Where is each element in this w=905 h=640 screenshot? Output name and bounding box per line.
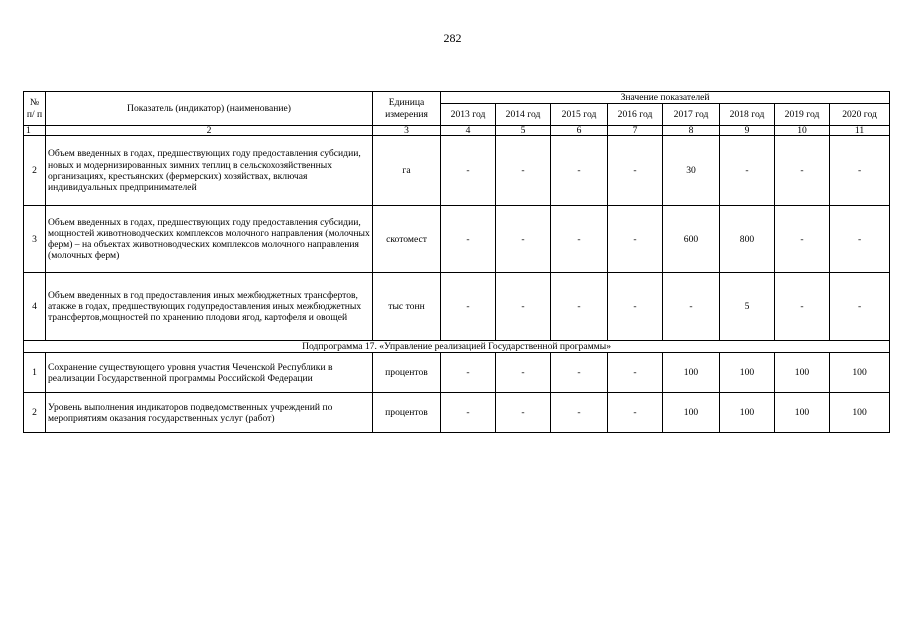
row-value: -: [775, 273, 830, 341]
row-num: 4: [24, 273, 46, 341]
column-number: 5: [496, 126, 551, 136]
row-num: 1: [24, 353, 46, 393]
row-name: Сохранение существующего уровня участия Чеченской Республики в реализации Государственной программы Российской Федерации: [46, 353, 373, 393]
row-value: 100: [663, 353, 720, 393]
row-unit: га: [373, 136, 441, 206]
header-values: Значение показателей: [441, 92, 890, 104]
column-number: 8: [663, 126, 720, 136]
header-num: № п/ п: [24, 92, 46, 126]
table-row: [24, 206, 890, 273]
column-numbers-row: [24, 126, 890, 136]
row-num: 3: [24, 206, 46, 273]
column-number: 4: [441, 126, 496, 136]
table-row: [24, 273, 890, 341]
row-name: Объем введенных в годах, предшествующих году предоставления субсидии, новых и модернизированных зимних теплиц в сельскохозяйственных организациях, крестьянских (фермерских) хозяйствах, включая индивидуальных предпринимателей: [46, 136, 373, 206]
row-value: -: [496, 136, 551, 206]
header-year: 2015 год: [551, 104, 608, 126]
row-value: -: [496, 393, 551, 433]
column-number: 1: [24, 126, 46, 136]
column-number: 2: [46, 126, 373, 136]
header-year: 2016 год: [608, 104, 663, 126]
row-unit: процентов: [373, 393, 441, 433]
row-value: -: [775, 136, 830, 206]
table-row: [24, 353, 890, 393]
column-number: 10: [775, 126, 830, 136]
header-year: 2018 год: [720, 104, 775, 126]
row-value: -: [496, 353, 551, 393]
table-row: [24, 136, 890, 206]
row-value: -: [608, 353, 663, 393]
page-number: 282: [443, 31, 462, 45]
row-value: 30: [663, 136, 720, 206]
row-value: -: [551, 273, 608, 341]
row-value: -: [441, 136, 496, 206]
row-value: -: [551, 206, 608, 273]
row-value: -: [441, 353, 496, 393]
row-value: -: [608, 393, 663, 433]
row-value: 100: [830, 353, 890, 393]
row-value: -: [608, 206, 663, 273]
row-value: -: [551, 353, 608, 393]
row-value: 600: [663, 206, 720, 273]
row-unit: тыс тонн: [373, 273, 441, 341]
table-row: [24, 393, 890, 433]
header-indicator: Показатель (индикатор) (наименование): [46, 92, 373, 126]
header-year: 2013 год: [441, 104, 496, 126]
header-unit: Единица измерения: [373, 92, 441, 126]
row-value: 100: [663, 393, 720, 433]
row-value: 5: [720, 273, 775, 341]
row-num: 2: [24, 393, 46, 433]
column-number: 3: [373, 126, 441, 136]
row-value: -: [441, 273, 496, 341]
row-unit: процентов: [373, 353, 441, 393]
row-value: 100: [775, 393, 830, 433]
section-row: [24, 341, 890, 353]
row-num: 2: [24, 136, 46, 206]
row-value: -: [608, 273, 663, 341]
row-value: 100: [830, 393, 890, 433]
column-number: 9: [720, 126, 775, 136]
row-value: 100: [775, 353, 830, 393]
header-year: 2019 год: [775, 104, 830, 126]
row-value: -: [441, 206, 496, 273]
row-value: -: [830, 273, 890, 341]
row-unit: скотомест: [373, 206, 441, 273]
row-value: 100: [720, 393, 775, 433]
row-value: -: [608, 136, 663, 206]
row-value: -: [496, 273, 551, 341]
row-value: -: [551, 136, 608, 206]
row-value: -: [830, 136, 890, 206]
header-year: 2020 год: [830, 104, 890, 126]
row-value: -: [441, 393, 496, 433]
row-value: -: [830, 206, 890, 273]
column-number: 7: [608, 126, 663, 136]
row-name: Уровень выполнения индикаторов подведомственных учреждений по мероприятиям оказания государственных услуг (работ): [46, 393, 373, 433]
row-value: -: [496, 206, 551, 273]
row-name: Объем введенных в годах, предшествующих году предоставления субсидии, мощностей животноводческих комплексов молочного направления (молочных ферм) – на объектах животноводческих комплексов молочного направления (молочных ферм): [46, 206, 373, 273]
column-number: 11: [830, 126, 890, 136]
indicators-table: [23, 91, 890, 433]
section-title: Подпрограмма 17. «Управление реализацией Государственной программы»: [24, 341, 890, 353]
row-value: -: [775, 206, 830, 273]
row-value: -: [720, 136, 775, 206]
row-name: Объем введенных в год предоставления иных межбюджетных трансфертов, атакже в годах, предшествующих годупредоставления иных межбюджетных трансфертов,мощностей по хранению плодови ягод, картофеля и овощей: [46, 273, 373, 341]
row-value: 800: [720, 206, 775, 273]
row-value: -: [663, 273, 720, 341]
column-number: 6: [551, 126, 608, 136]
header-year: 2017 год: [663, 104, 720, 126]
row-value: 100: [720, 353, 775, 393]
header-year: 2014 год: [496, 104, 551, 126]
row-value: -: [551, 393, 608, 433]
header-row-top: [24, 92, 890, 104]
